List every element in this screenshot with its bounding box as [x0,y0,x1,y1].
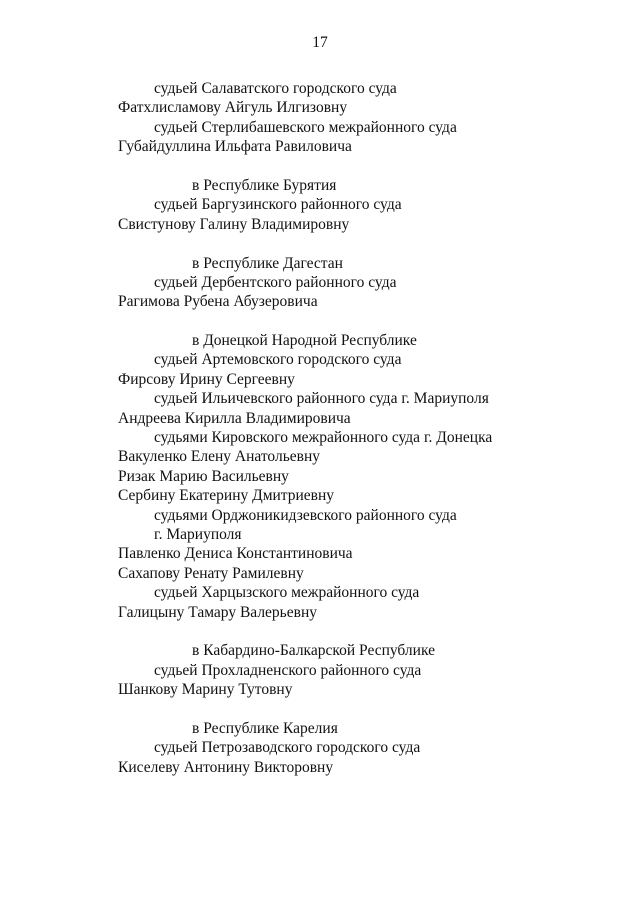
person-name-line: Рагимова Рубена Абузеровича [118,293,318,311]
person-name-line: Фирсову Ирину Сергеевну [118,370,295,388]
court-continuation-line: г. Мариуполя [154,525,242,543]
region-heading-line: в Донецкой Народной Республике [192,332,417,350]
court-appointment-line: судьей Харцызского межрайонного суда [154,584,420,602]
region-heading-line: в Республике Бурятия [192,176,337,194]
section-spacer [118,622,580,641]
person-name-line: Киселеву Антонину Викторовну [118,758,334,776]
person-name-line: Свистунову Галину Владимировну [118,215,350,233]
person-name-line: Сербину Екатерину Дмитриевну [118,487,335,505]
section-spacer [118,312,580,331]
section-spacer [118,157,580,176]
region-heading-line: в Республике Дагестан [192,254,343,272]
court-appointment-line: судьей Петрозаводского городского суда [154,739,421,757]
page-number: 17 [312,34,328,51]
person-name-line: Фатхлисламову Айгуль Илгизовну [118,99,348,117]
region-heading-line: в Кабардино-Балкарской Республике [192,642,435,660]
court-appointment-line: судьями Кировского межрайонного суда г. Донецка [154,429,493,447]
section-spacer [118,234,580,253]
court-appointment-line: судьями Орджоникидзевского районного суда [154,506,457,524]
person-name-line: Ризак Марию Васильевну [118,467,289,485]
person-name-line: Губайдуллина Ильфата Равиловича [118,138,352,156]
court-appointment-line: судьей Ильичевского районного суда г. Мариуполя [154,390,489,408]
document-body [118,79,580,777]
person-name-line: Павленко Дениса Константиновича [118,545,353,563]
court-appointment-line: судьей Дербентского районного суда [154,273,397,291]
person-name-line: Андреева Кирилла Владимировича [118,409,351,427]
court-appointment-line: судьей Артемовского городского суда [154,351,402,369]
court-appointment-line: судьей Стерлибашевского межрайонного суда [154,118,457,136]
court-appointment-line: судьей Салаватского городского суда [154,80,397,97]
court-appointment-line: судьей Баргузинского районного суда [154,196,402,214]
court-appointment-line: судьей Прохладненского районного суда [154,661,422,679]
section-spacer [118,700,580,719]
region-heading-line: в Республике Карелия [192,719,338,737]
person-name-line: Вакуленко Елену Анатольевну [118,448,321,466]
person-name-line: Сахапову Ренату Рамилевну [118,564,304,582]
person-name-line: Шанкову Марину Тутовну [118,681,293,699]
person-name-line: Галицыну Тамару Валерьевну [118,603,317,621]
